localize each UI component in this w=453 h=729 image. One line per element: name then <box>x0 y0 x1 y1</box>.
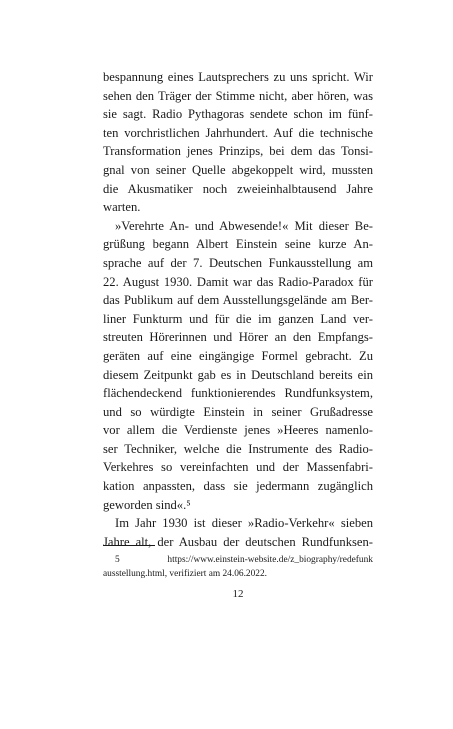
body-line: sehen den Träger der Stimme nicht, aber hören, was <box>103 88 373 103</box>
body-text <box>103 68 373 551</box>
page-number: 12 <box>232 588 244 600</box>
body-line: grüßung begann Albert Einstein seine kurze An- <box>103 237 373 252</box>
body-line: diesem Zeitpunkt gab es in Deutschland bereits ein <box>103 367 373 382</box>
body-line: streuten Hörerinnen und Hörer an den Empfangs- <box>103 330 373 345</box>
body-line: liner Funkturm und für die im ganzen Land ver- <box>103 311 373 326</box>
body-line: ser Techniker, welche die Instrumente des Radio- <box>103 441 373 456</box>
body-line: sprache auf der 7. Deutschen Funkausstellung am <box>103 255 373 270</box>
body-line: sie sagt. Radio Pythagoras sendete schon im fünf- <box>103 107 373 122</box>
body-line: geräten auf eine eingängige Formel gebracht. Zu <box>103 348 373 363</box>
body-line: ten vorchristlichen Jahrhundert. Auf die technische <box>103 125 373 140</box>
body-line: Transformation jenes Prinzips, bei dem das Tonsi- <box>103 144 373 159</box>
footnote-number: 5 <box>115 555 120 565</box>
body-line: geworden sind«.⁵ <box>103 497 191 512</box>
body-line: vor allem die Verdienste jenes »Heeres namenlo- <box>103 423 373 438</box>
body-line: gnal von seiner Quelle abgekoppelt wird, mussten <box>103 162 373 177</box>
footnote-url-start: https://www.einstein-website.de/z_biography/redefunk <box>167 555 373 565</box>
footnote-line-2: ausstellung.html, verifiziert am 24.06.2022. <box>103 569 268 579</box>
body-line: flächendeckend funktionierendes Rundfunksystem, <box>103 386 373 401</box>
body-line: Im Jahr 1930 ist dieser »Radio-Verkehr« sieben <box>115 516 373 531</box>
body-line: die Akusmatiker noch zweieinhalbtausend Jahre <box>103 181 373 196</box>
body-line: das Publikum auf dem Ausstellungsgelände am Ber- <box>103 293 373 308</box>
body-line: bespannung eines Lautsprechers zu uns spricht. Wir <box>103 70 373 84</box>
body-line: kation anpassten, dass sie jedermann zugänglich <box>103 479 373 494</box>
body-line: Jahre alt, der Ausbau der deutschen Rundfunksen- <box>103 534 373 549</box>
body-line: »Verehrte An- und Abwesende!« Mit dieser Be- <box>115 218 373 233</box>
body-line: Verkehres so vereinfachten und der Massenfabri- <box>103 460 373 475</box>
body-line: und so würdigte Einstein in seiner Grußadresse <box>103 404 373 419</box>
footnote-separator <box>103 545 155 546</box>
body-line: warten. <box>103 200 141 215</box>
body-line: 22. August 1930. Damit war das Radio-Paradox für <box>103 274 373 289</box>
footnote <box>103 553 373 581</box>
footnote-line-1 <box>103 553 373 567</box>
